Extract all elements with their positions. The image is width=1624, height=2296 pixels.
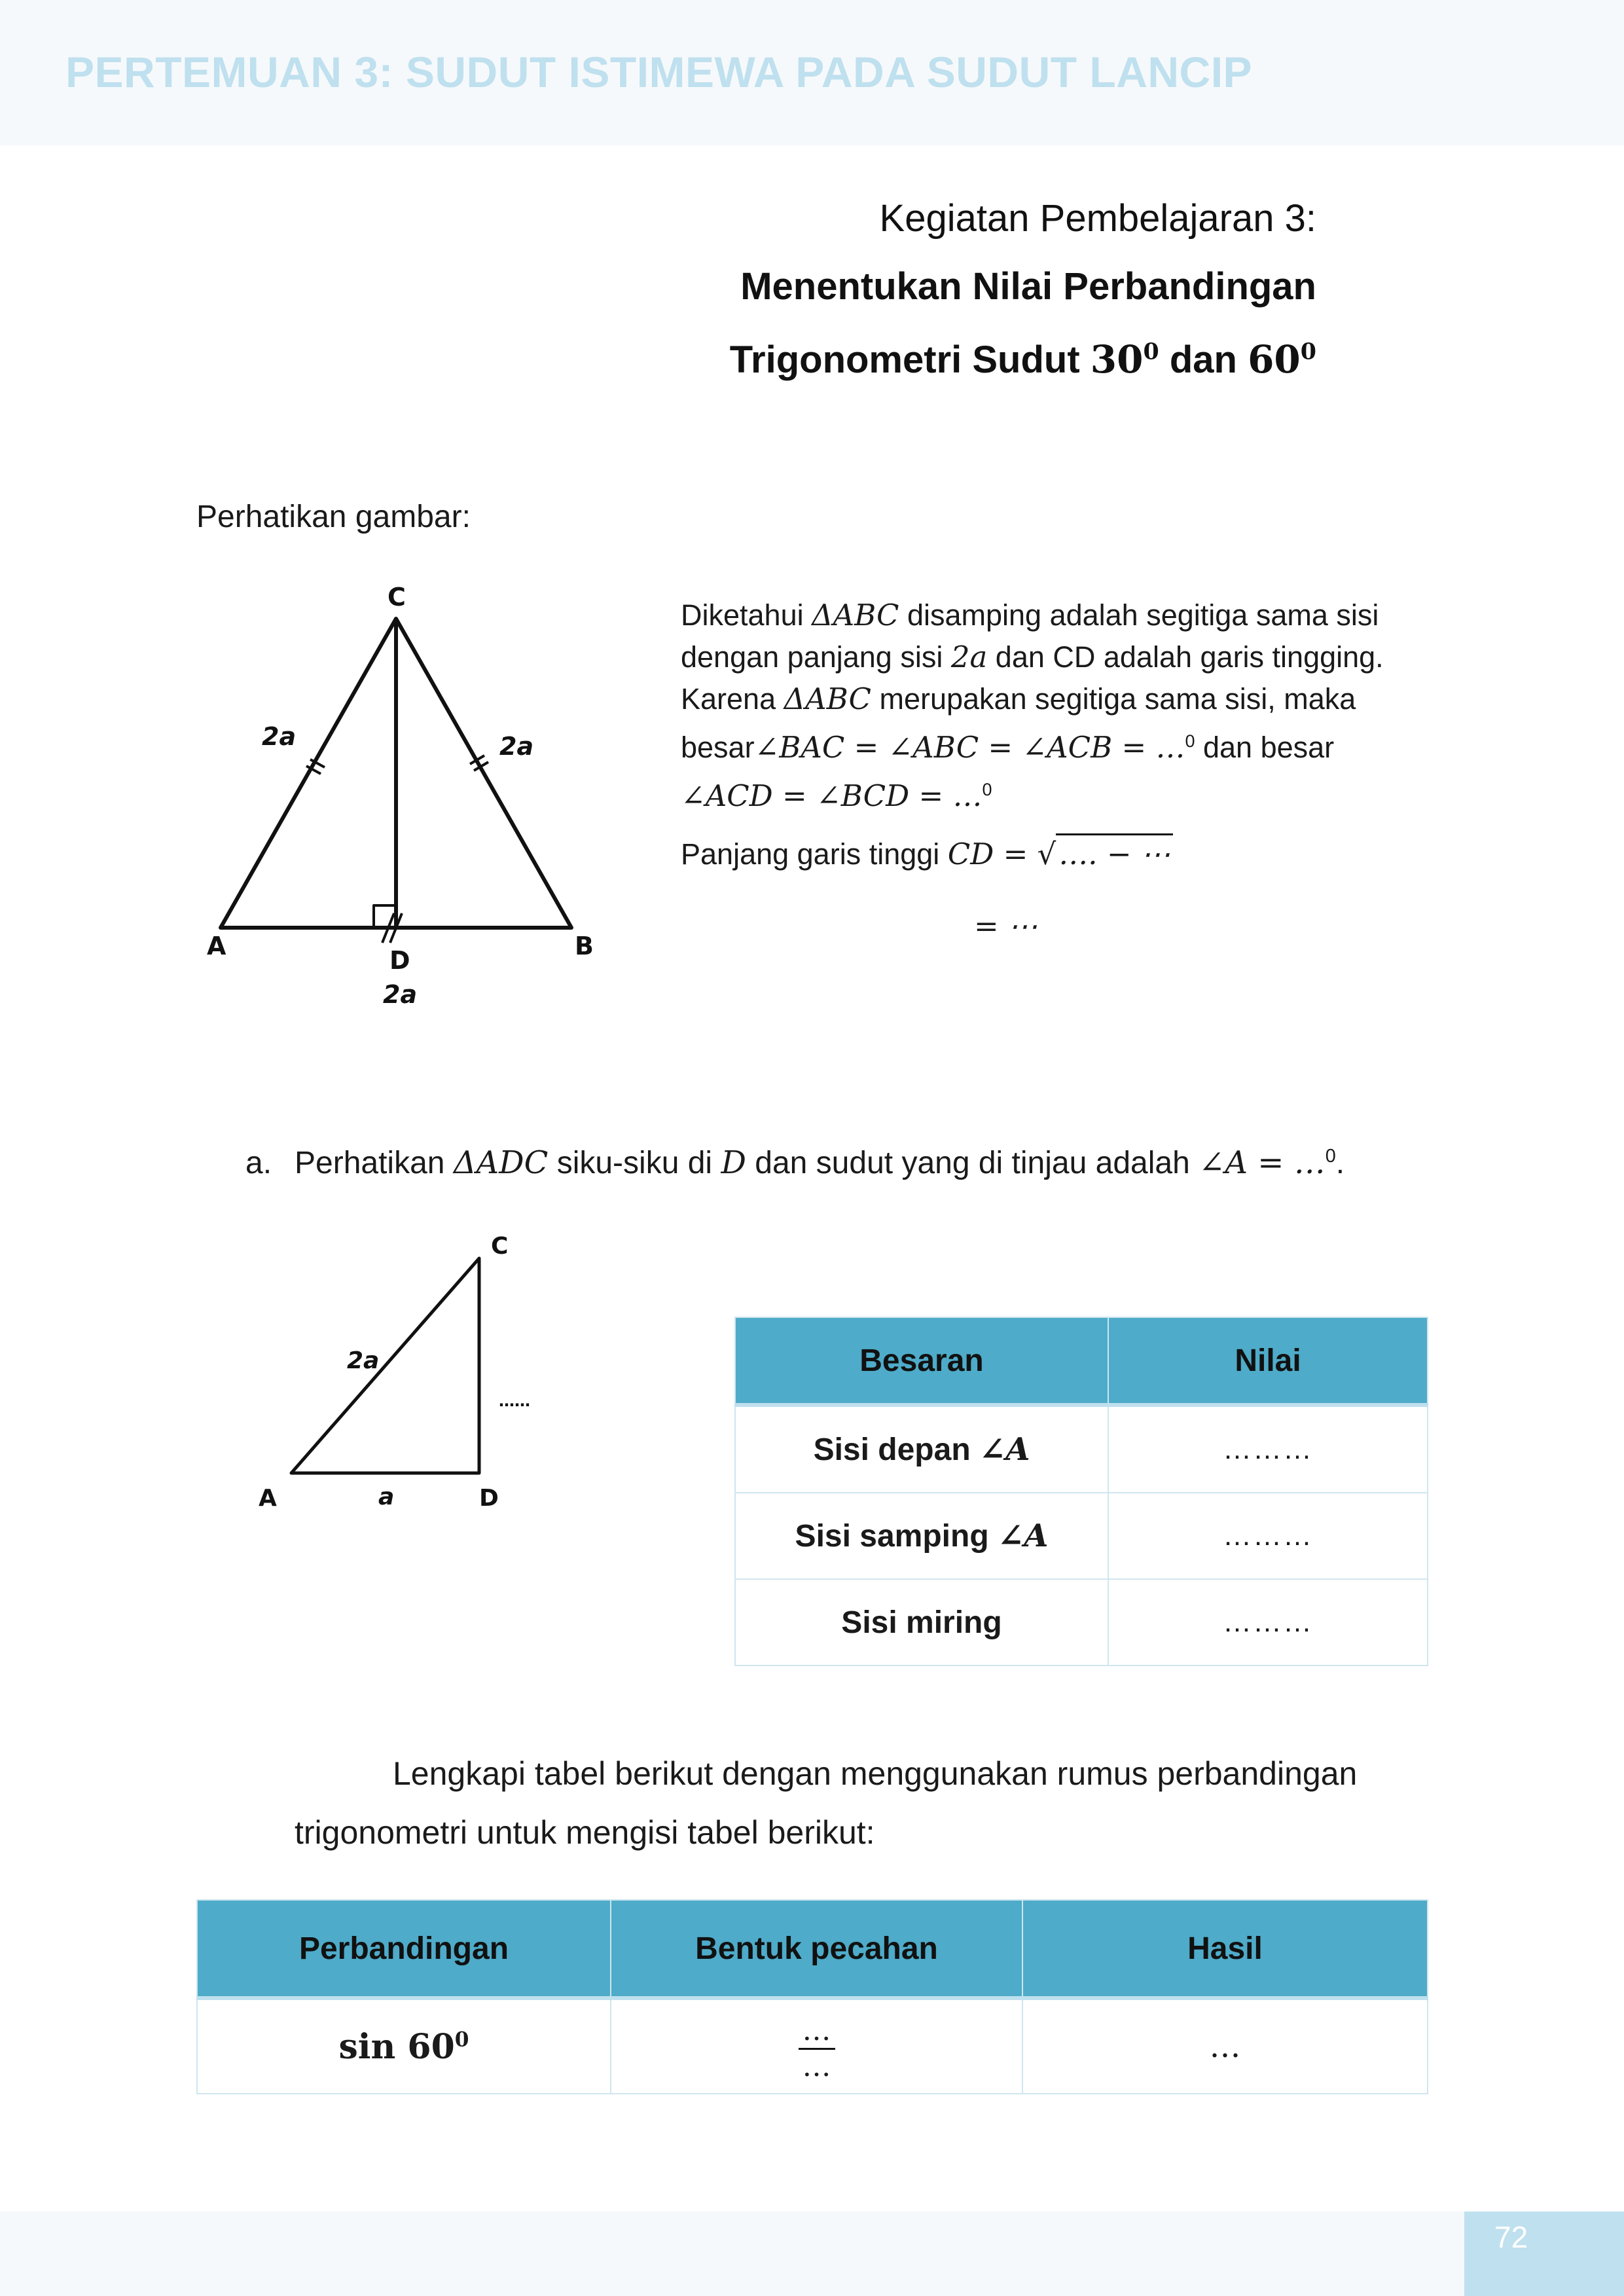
header-perbandingan: Perbandingan [197,1900,611,1998]
hypotenuse-label: 2a [347,1347,380,1374]
page-number: 72 [1494,2220,1528,2254]
instruction-line1: Lengkapi tabel berikut dengan menggunakan rumus perbandingan [393,1755,1358,1792]
header-hasil: Hasil [1022,1900,1428,1998]
table-row [197,1998,1428,2094]
fraction-cell[interactable] [611,1998,1022,2094]
table-row [735,1579,1428,1666]
header-besaran: Besaran [735,1317,1108,1405]
activity-label: Kegiatan Pembelajaran 3: [879,197,1316,240]
activity-title-line2: Trigonometri Sudut $30^0$ dan $60^0$ [729,337,1316,382]
header-bentuk-pecahan: Bentuk pecahan [611,1900,1022,1998]
vertex-label-a2: A [259,1485,277,1512]
result-cell[interactable]: … [1022,1998,1428,2094]
side-label-ab: 2a [383,980,418,1009]
table-header-row [197,1900,1428,1998]
chapter-title: PERTEMUAN 3: SUDUT ISTIMEWA PADA SUDUT LANCIP [65,48,1253,96]
table-row [735,1405,1428,1493]
footer-band [0,2212,1624,2296]
page-number-box [1464,2212,1624,2296]
altitude-formula: Panjang garis tinggi CD = √…. − ⋯ [681,837,1173,871]
header-nilai: Nilai [1108,1317,1428,1405]
description-paragraph: Diketahui ΔABC disamping adalah segitiga sama sisi dengan panjang sisi 2a dan CD adalah garis tingging. Karena ΔABC merupakan segitiga sama sisi, maka besar∠BAC = ∠ABC = ∠ACB = …$^0$ dan besar ∠ACD = ∠BCD = …$^0$ [681,598,1384,813]
question-item-a: a. Perhatikan ΔADC siku-siku di D dan sudut yang di tinjau adalah ∠A = …$^0$. [245,1144,1345,1181]
vertex-label-b: B [575,932,594,960]
table-row [735,1493,1428,1579]
altitude-result: = ⋯ [974,909,1038,943]
row-label: Sisi samping ∠A [735,1493,1108,1579]
vertical-side-label: …… [499,1392,530,1410]
row-label: Sisi depan ∠A [735,1405,1108,1493]
vertex-label-d: D [389,946,410,975]
activity-title-line1: Menentukan Nilai Perbandingan [740,265,1316,308]
row-label: Sisi miring [735,1579,1108,1666]
base-label: a [378,1484,395,1510]
side-label-bc: 2a [499,732,534,761]
side-values-table [734,1317,1428,1666]
vertex-label-c2: C [491,1233,509,1260]
instruction-line2: trigonometri untuk mengisi tabel berikut: [295,1814,875,1851]
triangle-adc [291,1258,479,1473]
equilateral-triangle-figure [196,576,615,1021]
vertex-label-d2: D [479,1485,499,1512]
table-header-row [735,1317,1428,1405]
ratio-cell: $\sin 60^0$ [197,1998,611,2094]
row-value[interactable]: ……… [1108,1579,1428,1666]
vertex-label-a: A [207,932,226,960]
row-value[interactable]: ……… [1108,1493,1428,1579]
right-triangle-figure [249,1224,576,1532]
row-value[interactable]: ……… [1108,1405,1428,1493]
observe-label: Perhatikan gambar: [196,500,471,534]
trig-ratio-table [196,1899,1428,2094]
fraction: $\frac{\dots}{\dots}$ [799,2016,835,2081]
vertex-label-c: C [388,583,406,611]
side-label-ac: 2a [262,722,297,751]
